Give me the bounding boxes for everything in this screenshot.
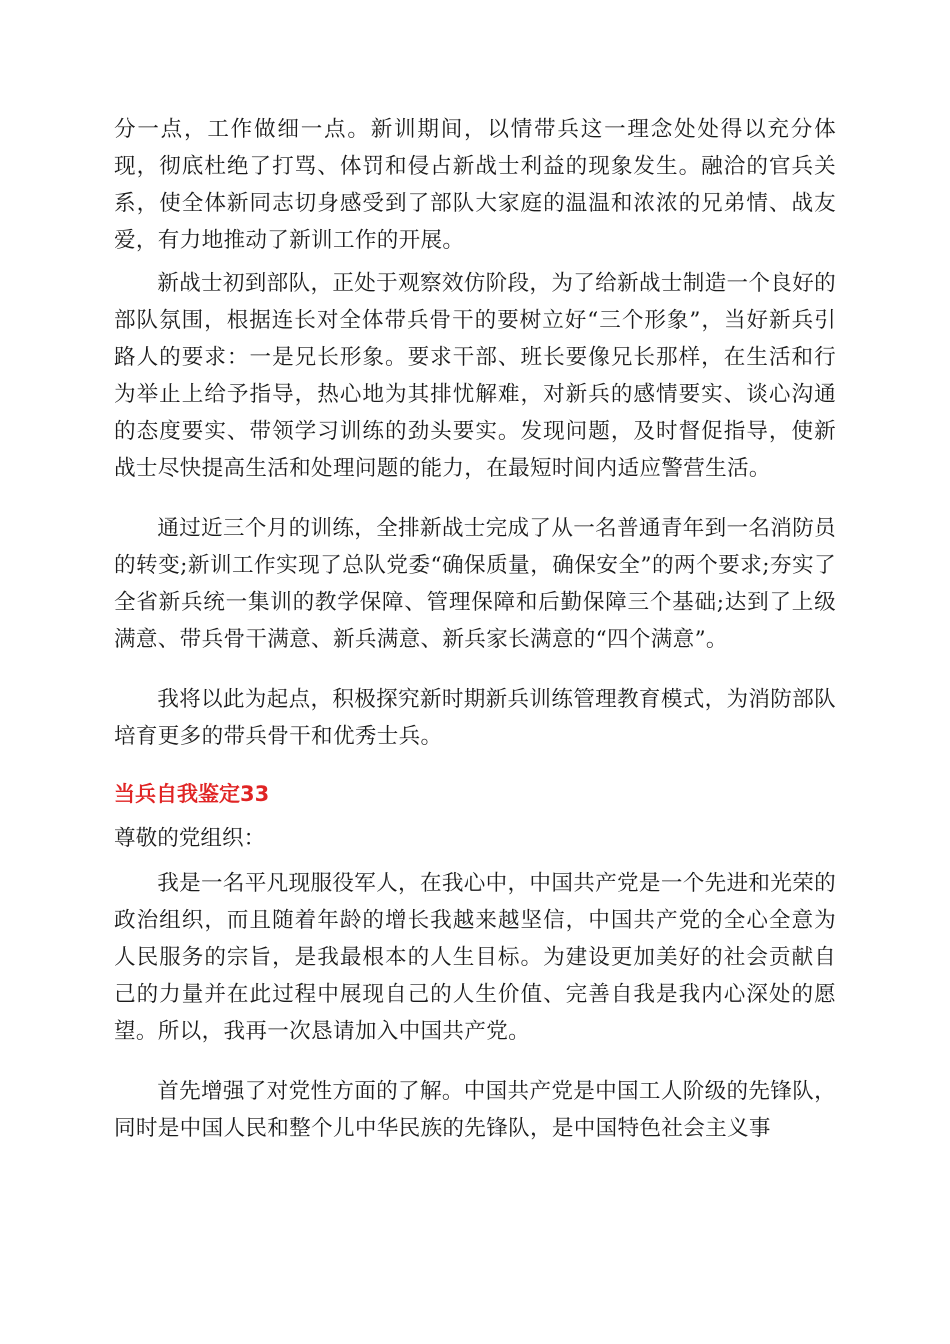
paragraph-2: 新战士初到部队，正处于观察效仿阶段，为了给新战士制造一个良好的部队氛围，根据连长对全体带兵骨干的要树立好“三个形象”，当好新兵引路人的要求：一是兄长形象。要求干部、班长要像兄长那样，在生活和行为举止上给予指导，热心地为其排忧解难，对新兵的感情要实、谈心沟通的态度要实、带领学习训练的劲头要实。发现问题，及时督促指导，使新战士尽快提高生活和处理问题的能力，在最短时间内适应警营生活。 — [114, 271, 836, 481]
salutation: 尊敬的党组织： — [114, 826, 266, 851]
paragraph-3: 通过近三个月的训练，全排新战士完成了从一名普通青年到一名消防员的转变;新训工作实现了总队党委“确保质量，确保安全”的两个要求;夯实了全省新兵统一集训的教学保障、管理保障和后勤保障三个基础;达到了上级满意、带兵骨干满意、新兵满意、新兵家长满意的“四个满意”。 — [114, 516, 836, 652]
paragraph-6: 首先增强了对党性方面的了解。中国共产党是中国工人阶级的先锋队，同时是中国人民和整个儿中华民族的先锋队，是中国特色社会主义事 — [114, 1079, 836, 1141]
paragraph-5: 我是一名平凡现服役军人，在我心中，中国共产党是一个先进和光荣的政治组织，而且随着年龄的增长我越来越坚信，中国共产党的全心全意为人民服务的宗旨，是我最根本的人生目标。为建设更加美好的社会贡献自己的力量并在此过程中展现自己的人生价值、完善自我是我内心深处的愿望。所以，我再一次恳请加入中国共产党。 — [114, 871, 836, 1044]
document-body — [114, 111, 836, 1170]
section-heading: 当兵自我鉴定33 — [114, 782, 270, 806]
paragraph-4: 我将以此为起点，积极探究新时期新兵训练管理教育模式，为消防部队培育更多的带兵骨干和优秀士兵。 — [114, 687, 836, 749]
paragraph-1: 分一点，工作做细一点。新训期间，以情带兵这一理念处处得以充分体现，彻底杜绝了打骂、体罚和侵占新战士利益的现象发生。融洽的官兵关系，使全体新同志切身感受到了部队大家庭的温温和浓浓的兄弟情、战友爱，有力地推动了新训工作的开展。 — [114, 117, 836, 253]
